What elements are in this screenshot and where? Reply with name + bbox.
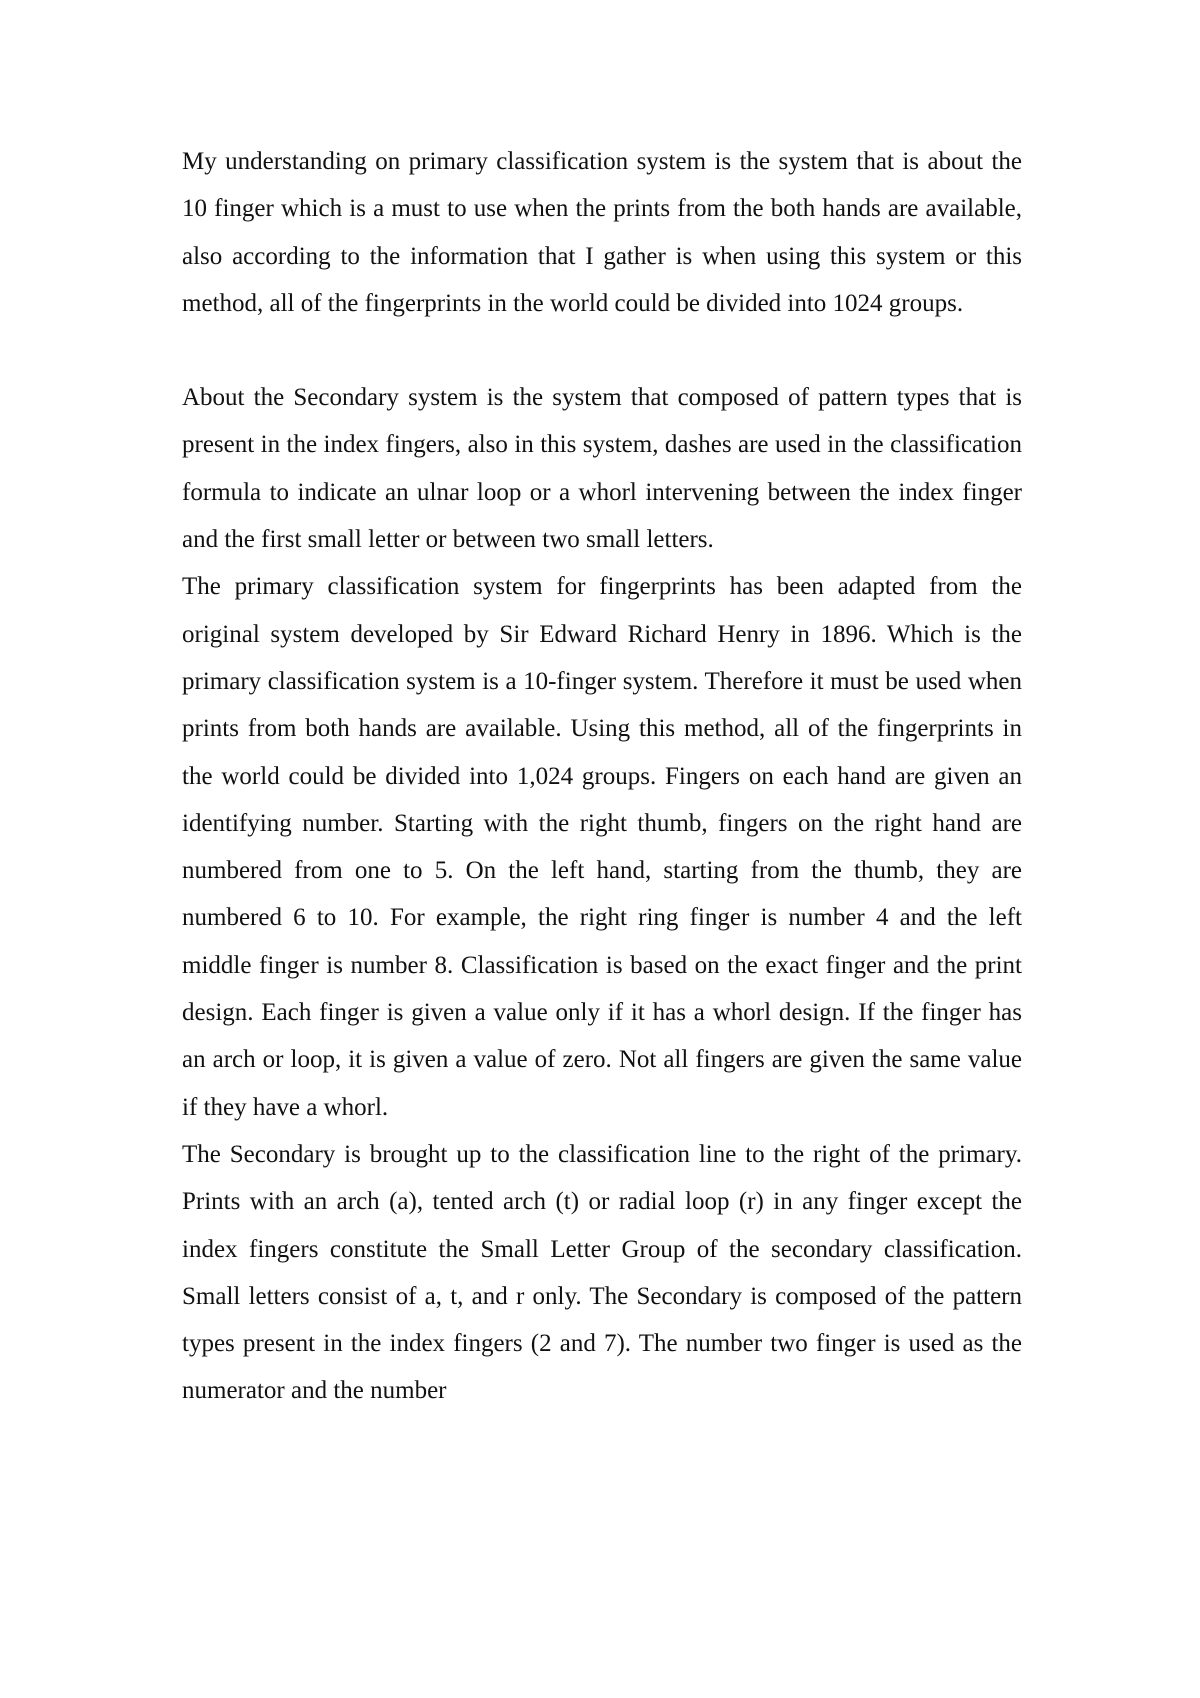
paragraph-secondary-classification: The Secondary is brought up to the classification line to the right of the primary. Prints with an arch (a), tented arch (t) or radial loop (r) in any finger except the index fingers constitute the Small Letter Group of the secondary classification. Small letters consist of a, t, and r only. The Secondary is composed of the pattern types present in the index fingers (2 and 7). The number two finger is used as the numerator and the number bbox=[182, 1140, 1022, 1405]
paragraph-primary-classification: The primary classification system for fingerprints has been adapted from the original system developed by Sir Edward Richard Henry in 1896. Which is the primary classification system is a 10-finger system. Therefore it must be used when prints from both hands are available. Using this method, all of the fingerprints in the world could be divided into 1,024 groups. Fingers on each hand are given an identifying number. Starting with the right thumb, fingers on the right hand are numbered from one to 5. On the left hand, starting from the thumb, they are numbered 6 to 10. For example, the right ring finger is number 4 and the left middle finger is number 8. Classification is based on the exact finger and the print design. Each finger is given a value only if it has a whorl design. If the finger has an arch or loop, it is given a value of zero. Not all fingers are given the same value if they have a whorl. bbox=[182, 573, 1022, 1121]
paragraph-primary-understanding: My understanding on primary classification system is the system that is about the 10 finger which is a must to use when the prints from the both hands are available, also according to the information that I gather is when using this system or this method, all of the fingerprints in the world could be divided into 1024 groups. bbox=[182, 148, 1022, 317]
paragraph-secondary-understanding: About the Secondary system is the system that composed of pattern types that is present in the index fingers, also in this system, dashes are used in the classification formula to indicate an ulnar loop or a whorl intervening between the index finger and the first small letter or between two small letters. bbox=[182, 384, 1022, 554]
document-body bbox=[182, 138, 1022, 1415]
